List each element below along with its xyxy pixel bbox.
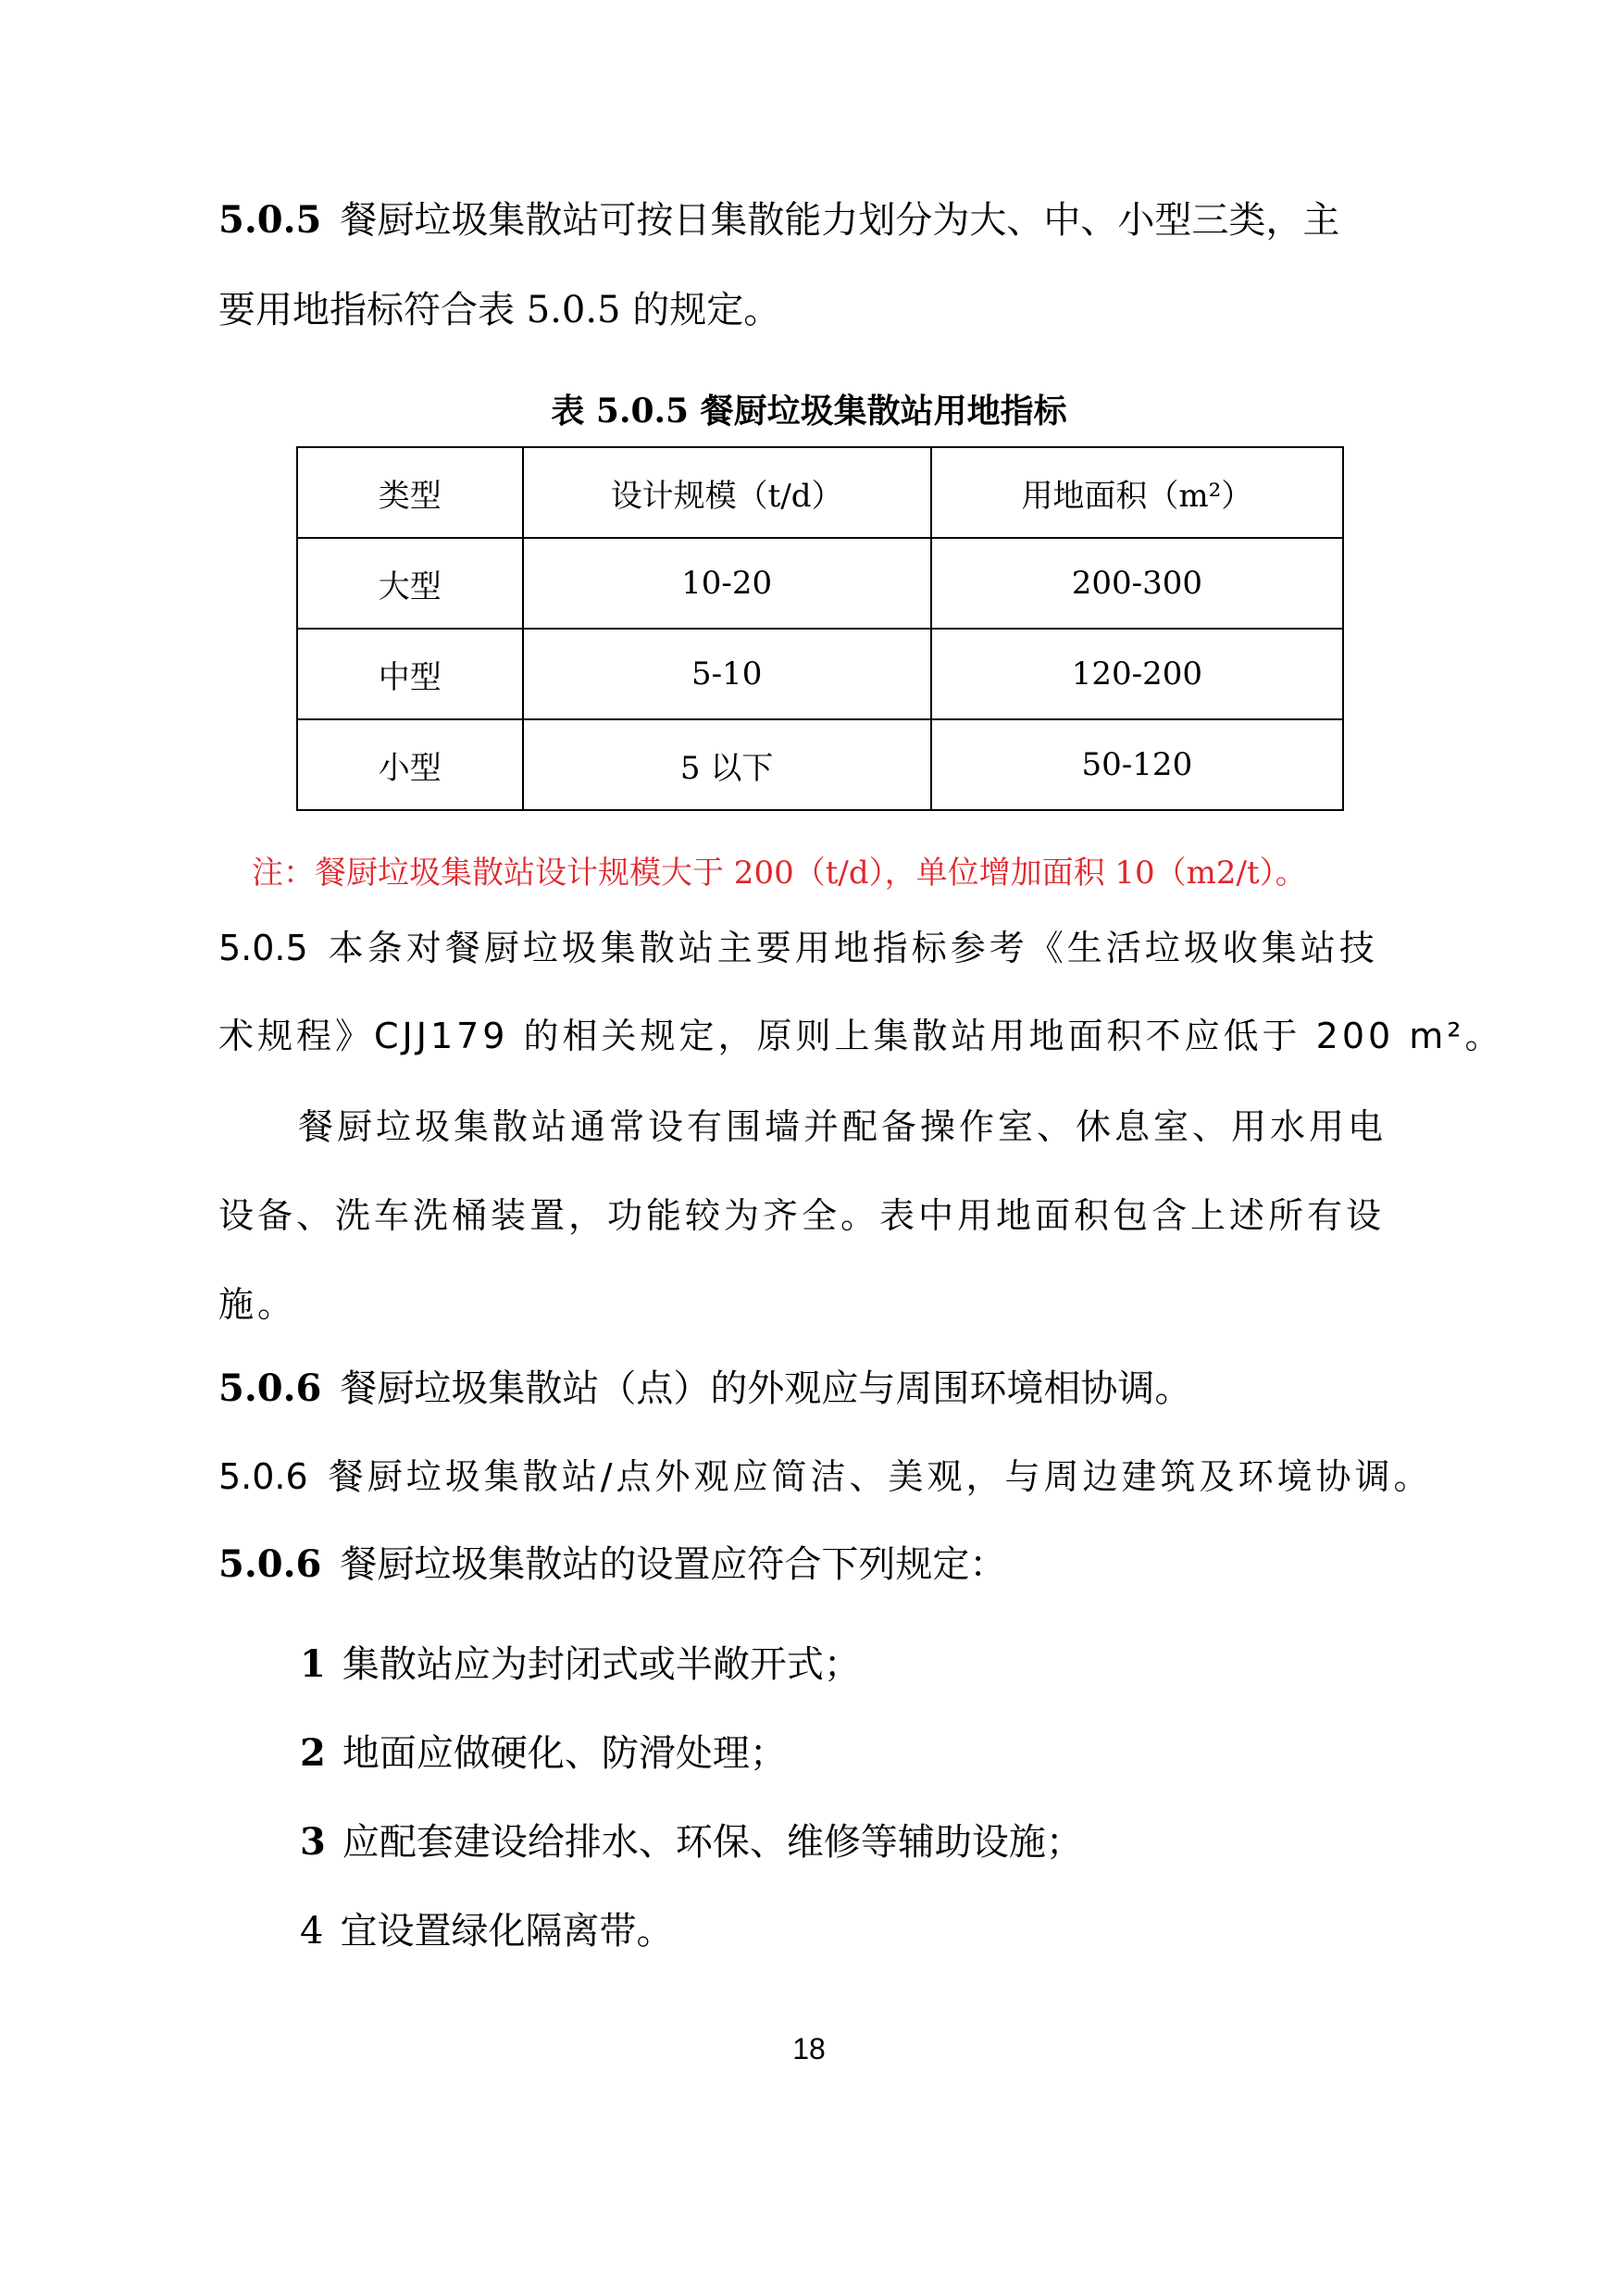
- commentary-505-line5: 施。: [218, 1284, 297, 1325]
- clause-505-line1: [218, 198, 1340, 242]
- table-cell: 50-120: [931, 719, 1343, 810]
- table-cell: 大型: [297, 538, 523, 629]
- list-item: [300, 1813, 1083, 1866]
- header-area: 用地面积（m²）: [931, 447, 1343, 538]
- table-cell: 120-200: [931, 629, 1343, 719]
- item-number: 1: [300, 1642, 326, 1686]
- table-caption: 表 5.0.5 餐厨垃圾集散站用地指标: [551, 392, 1067, 430]
- list-item: [300, 1724, 787, 1777]
- commentary-text: 本条对餐厨垃圾集散站主要用地指标参考《生活垃圾收集站技: [328, 928, 1378, 968]
- table-cell: 5 以下: [523, 719, 931, 810]
- clause-text: 餐厨垃圾集散站（点）的外观应与周围环境相协调。: [340, 1367, 1192, 1410]
- land-use-table: [296, 446, 1344, 811]
- item-text: 应配套建设给排水、环保、维修等辅助设施；: [342, 1821, 1083, 1864]
- table-cell: 200-300: [931, 538, 1343, 629]
- table-row: [297, 719, 1343, 810]
- item-number: 4: [300, 1910, 324, 1953]
- clause-number: 5.0.5: [218, 198, 322, 242]
- item-number: 3: [300, 1820, 326, 1864]
- item-text: 集散站应为封闭式或半敞开式；: [342, 1643, 861, 1686]
- list-item: [300, 1902, 673, 1954]
- commentary-text: 餐厨垃圾集散站/点外观应简洁、美观，与周边建筑及环境协调。: [328, 1456, 1433, 1497]
- commentary-number: 5.0.5: [218, 928, 308, 968]
- commentary-506: [218, 1456, 1433, 1497]
- list-item: [300, 1635, 861, 1688]
- page-number: 18: [792, 2032, 826, 2065]
- table-cell: 小型: [297, 719, 523, 810]
- table-cell: 中型: [297, 629, 523, 719]
- table-cell: 5-10: [523, 629, 931, 719]
- table-row: [297, 538, 1343, 629]
- commentary-505-line4: 设备、洗车洗桶装置，功能较为齐全。表中用地面积包含上述所有设: [218, 1195, 1386, 1236]
- commentary-505-line3: 餐厨垃圾集散站通常设有围墙并配备操作室、休息室、用水用电: [298, 1106, 1388, 1147]
- clause-number: 5.0.6: [218, 1366, 322, 1410]
- clause-506-appearance: [218, 1366, 1192, 1410]
- table-row: [297, 629, 1343, 719]
- clause-505-line2: 要用地指标符合表 5.0.5 的规定。: [218, 289, 781, 331]
- commentary-505-line1: [218, 930, 1378, 966]
- clause-text: 餐厨垃圾集散站的设置应符合下列规定：: [340, 1543, 1007, 1586]
- table-header-row: [297, 447, 1343, 538]
- clause-text: 餐厨垃圾集散站可按日集散能力划分为大、中、小型三类，主: [340, 199, 1340, 242]
- table-note: 注：餐厨垃圾集散站设计规模大于 200（t/d），单位增加面积 10（m2/t）。: [252, 855, 1307, 892]
- clause-number: 5.0.6: [218, 1542, 322, 1586]
- commentary-number: 5.0.6: [218, 1456, 308, 1497]
- clause-506-requirements: [218, 1542, 1007, 1586]
- header-capacity: 设计规模（t/d）: [523, 447, 931, 538]
- item-text: 地面应做硬化、防滑处理；: [342, 1732, 787, 1775]
- item-number: 2: [300, 1731, 326, 1775]
- header-type: 类型: [297, 447, 523, 538]
- table-cell: 10-20: [523, 538, 931, 629]
- item-text: 宜设置绿化隔离带。: [340, 1910, 674, 1953]
- commentary-505-line2: 术规程》CJJ179 的相关规定，原则上集散站用地面积不应低于 200 m²。: [218, 1016, 1504, 1056]
